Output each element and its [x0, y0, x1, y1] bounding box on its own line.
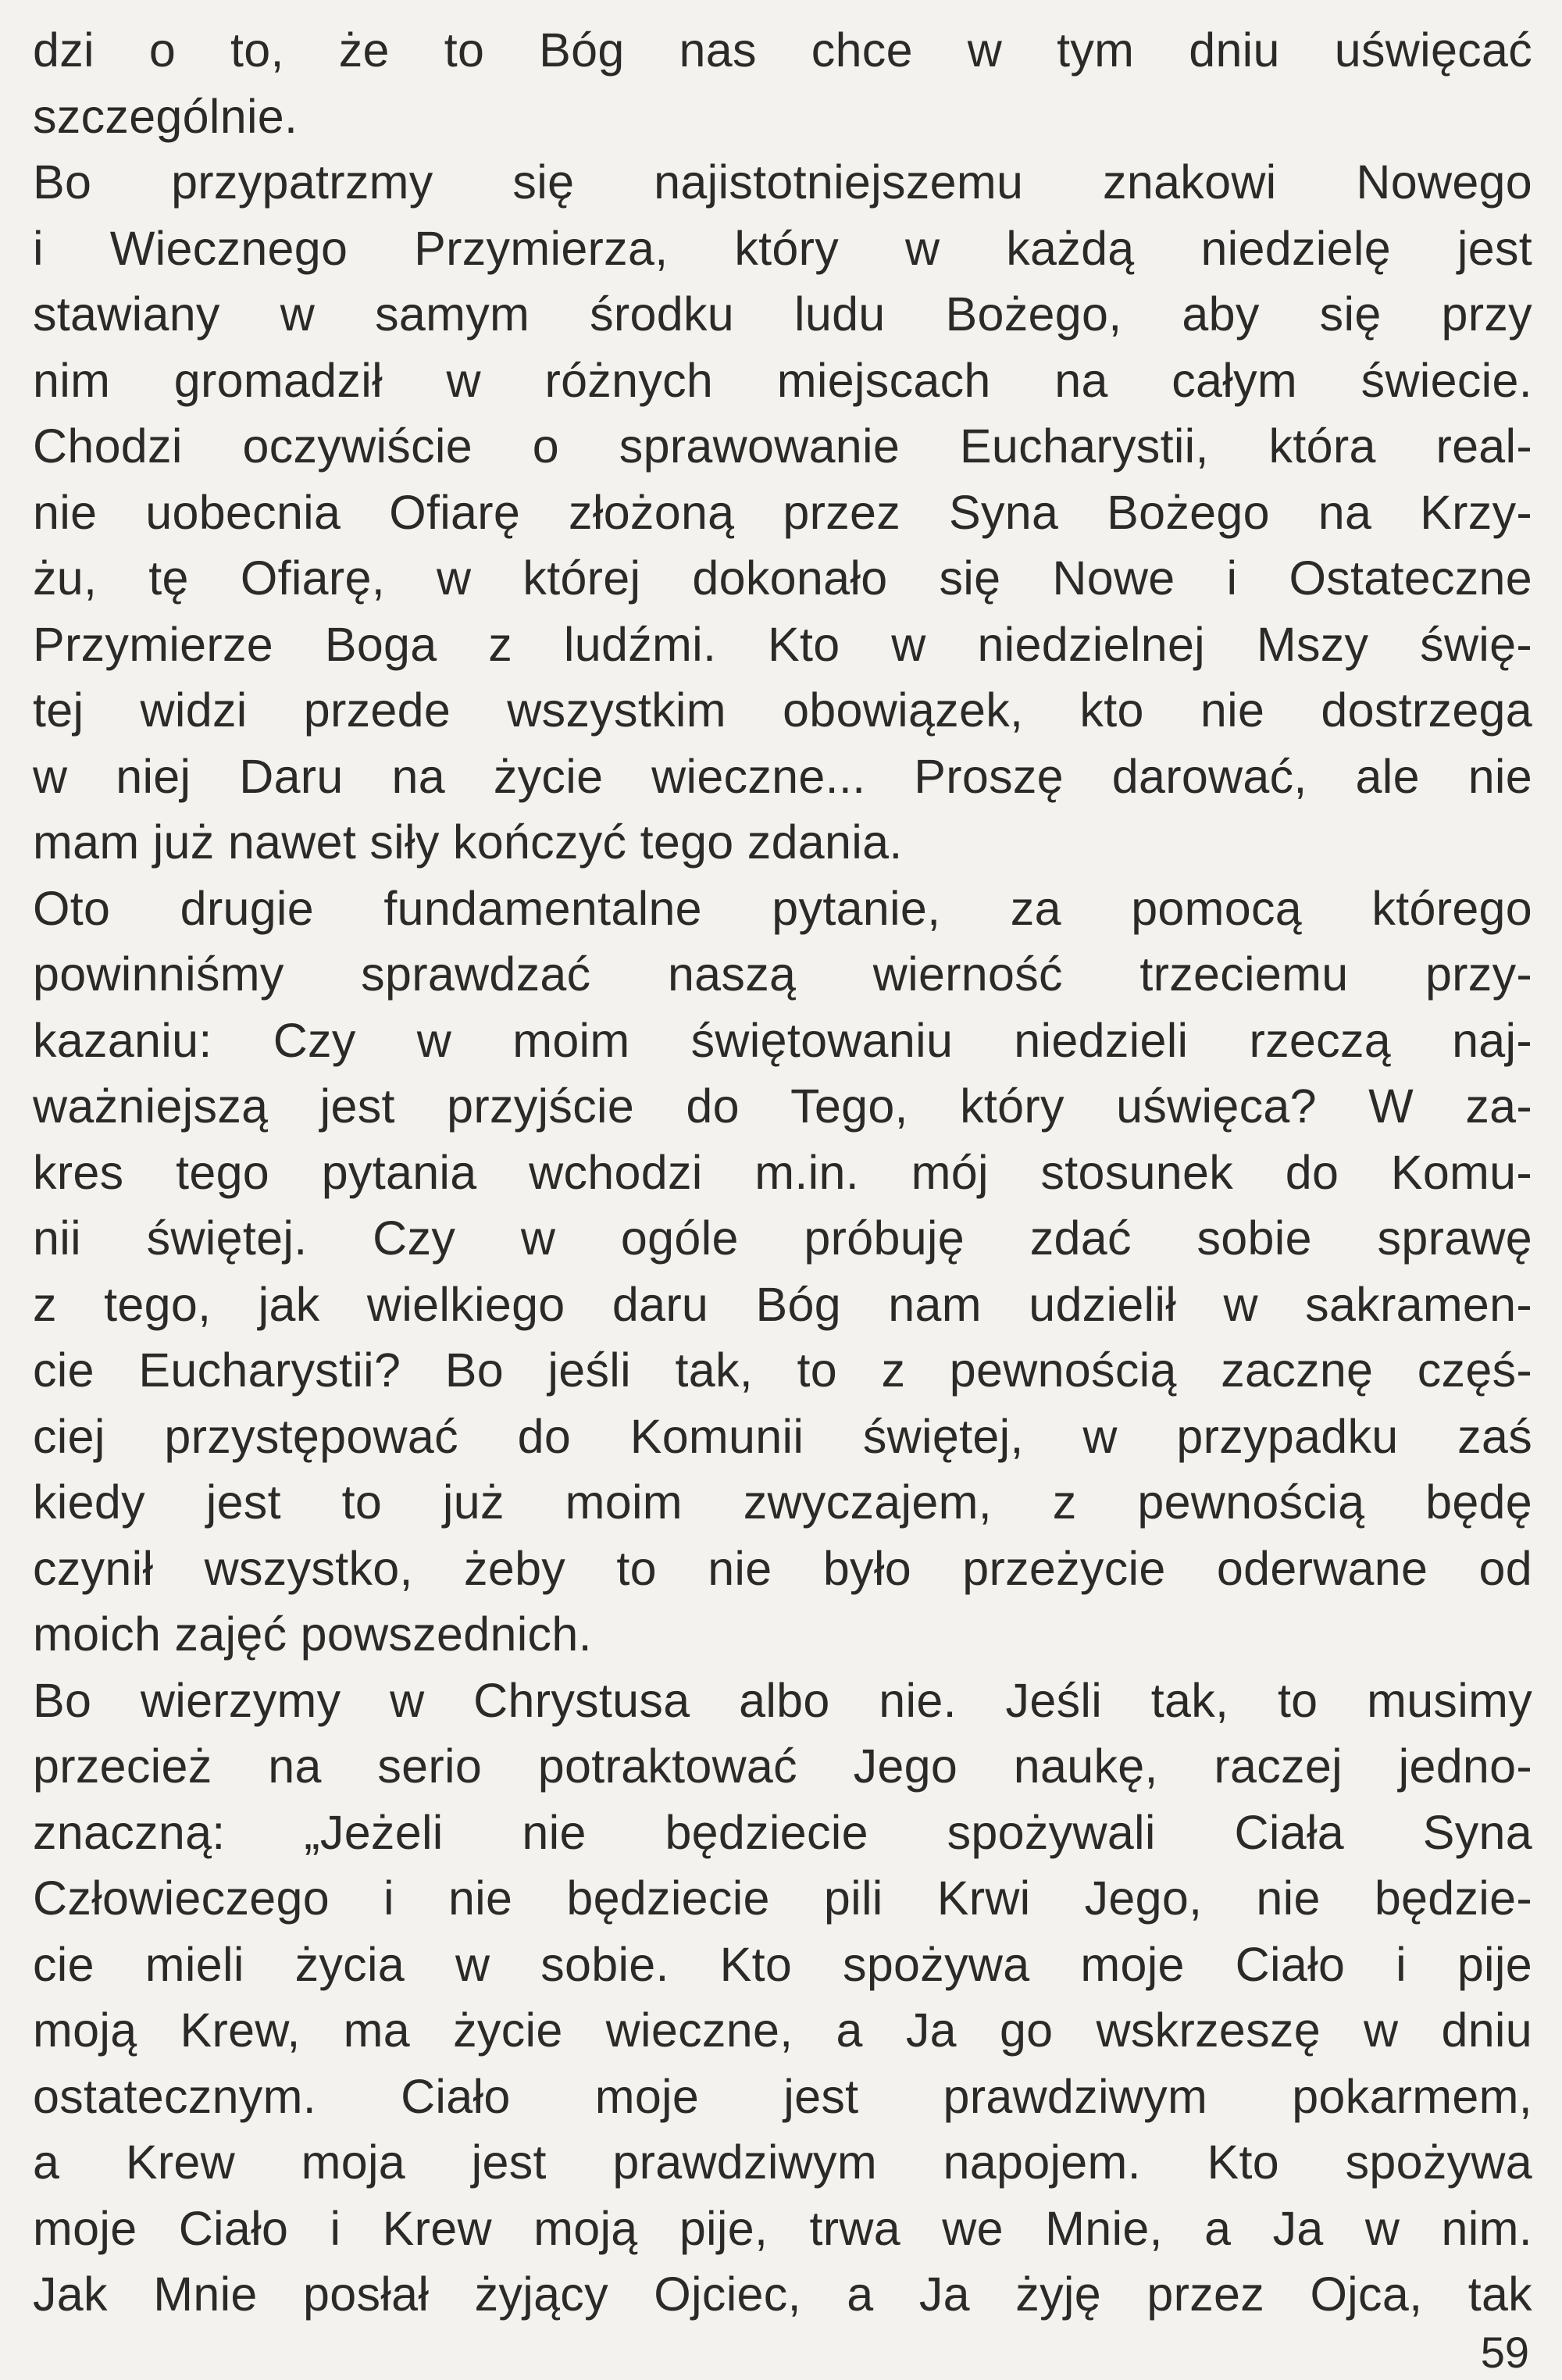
text-line: nie uobecnia Ofiarę złożoną przez Syna Bożego na Krzy-	[33, 485, 1532, 539]
paragraph-4	[33, 1668, 1532, 2328]
text-line: żu, tę Ofiarę, w której dokonało się Nowe i Ostateczne	[33, 551, 1532, 605]
text-line: cie Eucharystii? Bo jeśli tak, to z pewnością zacznę częś-	[33, 1343, 1532, 1397]
text-line: w niej Daru na życie wieczne... Proszę darować, ale nie	[33, 749, 1532, 803]
text-line: ciej przystępować do Komunii świętej, w przypadku zaś	[33, 1409, 1532, 1463]
text-line: ostatecznym. Ciało moje jest prawdziwym pokarmem,	[33, 2069, 1532, 2123]
text-line: Bo przypatrzmy się najistotniejszemu znakowi Nowego	[33, 155, 1532, 209]
text-line: szczególnie.	[33, 89, 298, 143]
text-line: czynił wszystko, żeby to nie było przeżycie oderwane od	[33, 1541, 1532, 1595]
text-line: i Wiecznego Przymierza, który w każdą niedzielę jest	[33, 221, 1532, 275]
text-line: mam już nawet siły kończyć tego zdania.	[33, 815, 903, 869]
text-line: znaczną: „Jeżeli nie będziecie spożywali Ciała Syna	[33, 1805, 1532, 1859]
text-line: z tego, jak wielkiego daru Bóg nam udzielił w sakramen-	[33, 1277, 1532, 1331]
text-line: Jak Mnie posłał żyjący Ojciec, a Ja żyję przez Ojca, tak	[33, 2268, 1532, 2321]
text-line: stawiany w samym środku ludu Bożego, aby się przy	[33, 287, 1532, 341]
text-line: Chodzi oczywiście o sprawowanie Eucharystii, która real-	[33, 419, 1532, 473]
text-line: dzi o to, że to Bóg nas chce w tym dniu uświęcać	[33, 23, 1532, 77]
text-line: nii świętej. Czy w ogóle próbuję zdać sobie sprawę	[33, 1211, 1532, 1265]
text-line: Oto drugie fundamentalne pytanie, za pomocą którego	[33, 881, 1532, 935]
paragraph-3	[33, 876, 1532, 1668]
text-line: Człowieczego i nie będziecie pili Krwi Jego, nie będzie-	[33, 1872, 1532, 1925]
text-line: ważniejszą jest przyjście do Tego, który uświęca? W za-	[33, 1079, 1532, 1133]
text-line: kazaniu: Czy w moim świętowaniu niedzieli rzeczą naj-	[33, 1013, 1532, 1067]
text-line: moich zajęć powszednich.	[33, 1607, 592, 1661]
text-line: Bo wierzymy w Chrystusa albo nie. Jeśli tak, to musimy	[33, 1673, 1532, 1727]
text-line: przecież na serio potraktować Jego naukę, raczej jedno-	[33, 1740, 1532, 1793]
paragraph-2	[33, 149, 1532, 876]
text-line: kiedy jest to już moim zwyczajem, z pewnością będę	[33, 1475, 1532, 1529]
text-line: cie mieli życia w sobie. Kto spożywa moje Ciało i pije	[33, 1937, 1532, 1991]
text-line: nim gromadził w różnych miejscach na całym świecie.	[33, 353, 1532, 407]
text-line: Przymierze Boga z ludźmi. Kto w niedzielnej Mszy świę-	[33, 617, 1532, 671]
text-line: moją Krew, ma życie wieczne, a Ja go wskrzeszę w dniu	[33, 2004, 1532, 2057]
text-line: tej widzi przede wszystkim obowiązek, kto nie dostrzega	[33, 683, 1532, 737]
paragraph-1	[33, 17, 1532, 149]
page-number: 59	[1480, 2328, 1529, 2377]
text-line: powinniśmy sprawdzać naszą wierność trzeciemu przy-	[33, 947, 1532, 1001]
text-line: kres tego pytania wchodzi m.in. mój stosunek do Komu-	[33, 1145, 1532, 1199]
text-line: moje Ciało i Krew moją pije, trwa we Mnie, a Ja w nim.	[33, 2201, 1532, 2255]
page-text	[33, 17, 1532, 2328]
text-line: a Krew moja jest prawdziwym napojem. Kto spożywa	[33, 2136, 1532, 2189]
